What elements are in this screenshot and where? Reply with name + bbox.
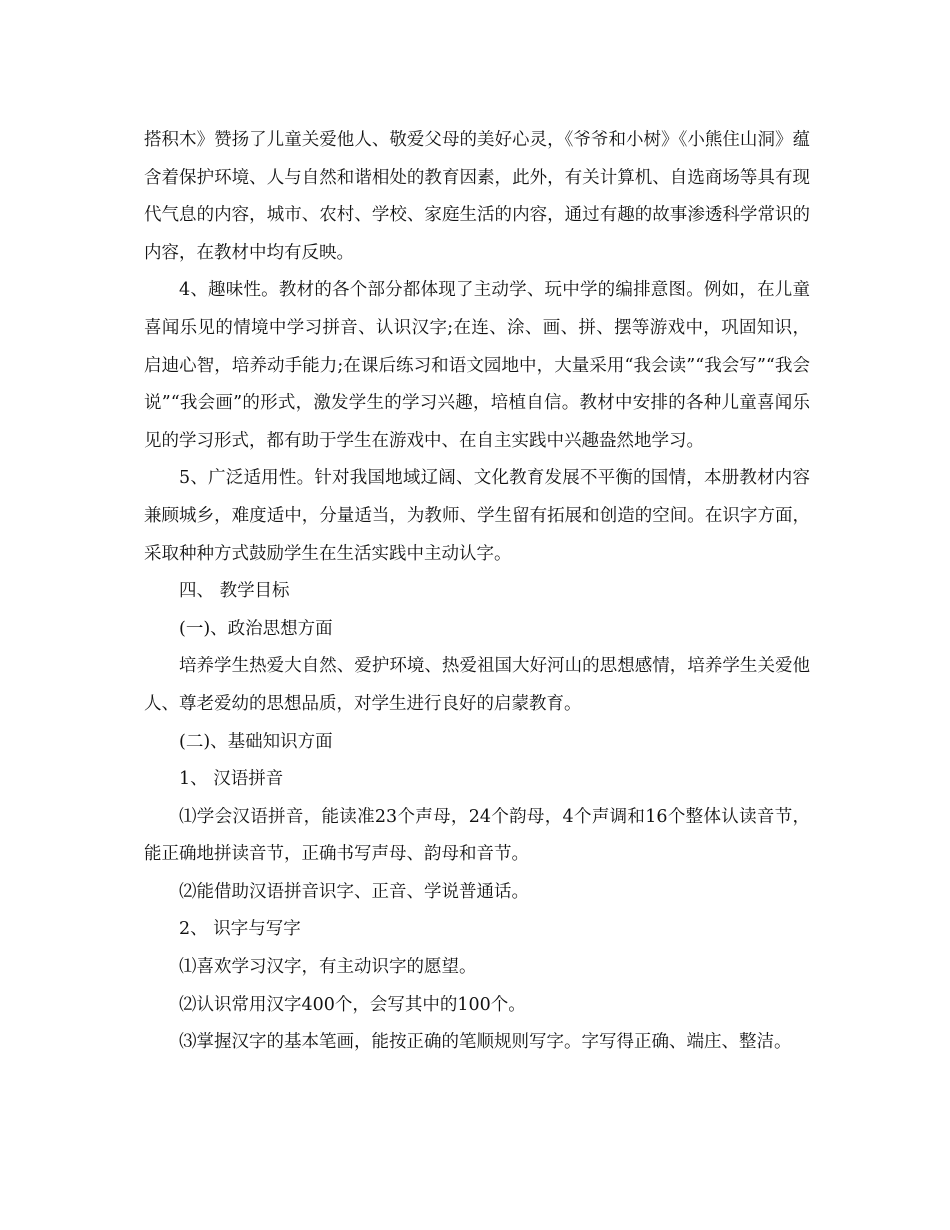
subheading-political-thought: (一)、政治思想方面: [179, 618, 333, 639]
item-heading-pinyin: 1、 汉语拼音: [179, 769, 284, 790]
paragraph-continuation: 搭积木》赞扬了儿童关爱他人、敬爱父母的美好心灵，《爷爷和小树》《小熊住山洞》蕴含着保护环境、人与自然和谐相处的教育因素，此外，有关计算机、自选商场等具有现代气息的内容，城市、农村、学校、家庭生活的内容，通过有趣的故事渗透科学常识的内容，在教材中均有反映。: [144, 130, 810, 263]
section-heading-teaching-goals: 四、 教学目标: [179, 581, 290, 602]
document-body: [144, 122, 810, 1062]
list-item-pinyin-2: ⑵能借助汉语拼音识字、正音、学说普通话。: [179, 881, 529, 902]
paragraph-applicability: 5、广泛适用性。针对我国地域辽阔、文化教育发展不平衡的国情，本册教材内容兼顾城乡，难度适中，分量适当，为教师、学生留有拓展和创造的空间。在识字方面，采取种种方式鼓励学生在生活实践中主动认字。: [144, 468, 810, 564]
list-item-literacy-2: ⑵认识常用汉字400个，会写其中的100个。: [179, 994, 526, 1015]
subheading-basic-knowledge: (二)、基础知识方面: [179, 731, 333, 752]
paragraph-political-thought: 培养学生热爱大自然、爱护环境、热爱祖国大好河山的思想感情，培养学生关爱他人、尊老爱幼的思想品质，对学生进行良好的启蒙教育。: [144, 656, 810, 714]
item-heading-literacy: 2、 识字与写字: [179, 919, 301, 940]
paragraph-interest: 4、趣味性。教材的各个部分都体现了主动学、玩中学的编排意图。例如，在儿童喜闻乐见的情境中学习拼音、认识汉字;在连、涂、画、拼、摆等游戏中，巩固知识，启迪心智，培养动手能力;在课后练习和语文园地中，大量采用“我会读”“我会写”“我会说”“我会画”的形式，激发学生的学习兴趣，培植自信。教材中安排的各种儿童喜闻乐见的学习形式，都有助于学生在游戏中、在自主实践中兴趣盎然地学习。: [144, 280, 810, 451]
list-item-literacy-1: ⑴喜欢学习汉字，有主动识字的愿望。: [179, 957, 477, 978]
list-item-pinyin-1: ⑴学会汉语拼音，能读准23个声母，24个韵母，4个声调和16个整体认读音节，能正确地拼读音节，正确书写声母、韵母和音节。: [144, 806, 810, 865]
list-item-literacy-3: ⑶掌握汉字的基本笔画，能按正确的笔顺规则写字。字写得正确、端庄、整洁。: [179, 1032, 792, 1053]
